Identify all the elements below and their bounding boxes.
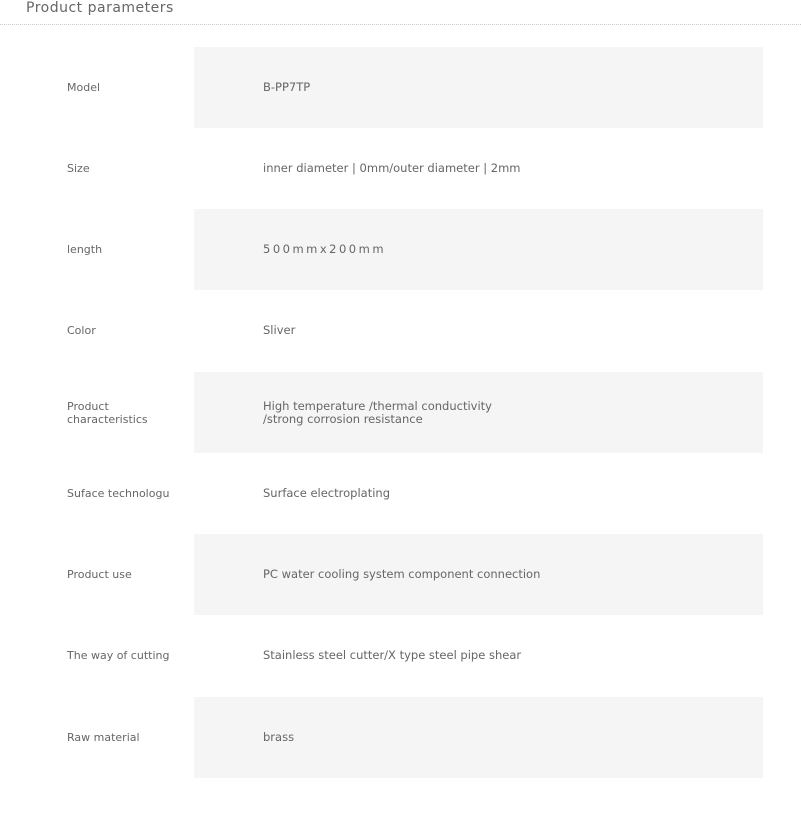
param-value: inner diameter | 0mm/outer diameter | 2mm (263, 161, 521, 175)
param-label: Suface technologu (67, 487, 170, 500)
title-divider (0, 24, 801, 25)
param-row-surface (0, 453, 801, 534)
param-row-use (0, 534, 801, 615)
param-label: Size (67, 162, 90, 175)
param-value: Surface electroplating (263, 486, 390, 500)
param-label: Model (67, 81, 101, 94)
param-label: Product use (67, 568, 132, 581)
param-value: 500mmx200mm (263, 242, 387, 256)
param-label: The way of cutting (67, 649, 170, 662)
param-row-cutting (0, 615, 801, 696)
param-label: Raw material (67, 731, 140, 744)
param-row-length (0, 209, 801, 290)
section-title: Product parameters (26, 0, 174, 16)
param-value: Sliver (263, 323, 296, 337)
param-row-material (0, 697, 801, 778)
param-value: brass (263, 730, 295, 744)
param-value: High temperature /thermal conductivity /strong corrosion resistance (263, 398, 492, 426)
param-label: Product characteristics (67, 399, 148, 426)
param-row-characteristics (0, 372, 801, 453)
param-row-size (0, 128, 801, 209)
param-row-model (0, 47, 801, 128)
param-value: B-PP7TP (263, 80, 311, 94)
param-row-color (0, 290, 801, 371)
param-label: Color (67, 324, 96, 337)
param-value: Stainless steel cutter/X type steel pipe shear (263, 648, 522, 662)
param-label: length (67, 243, 103, 256)
param-value: PC water cooling system component connection (263, 567, 541, 581)
